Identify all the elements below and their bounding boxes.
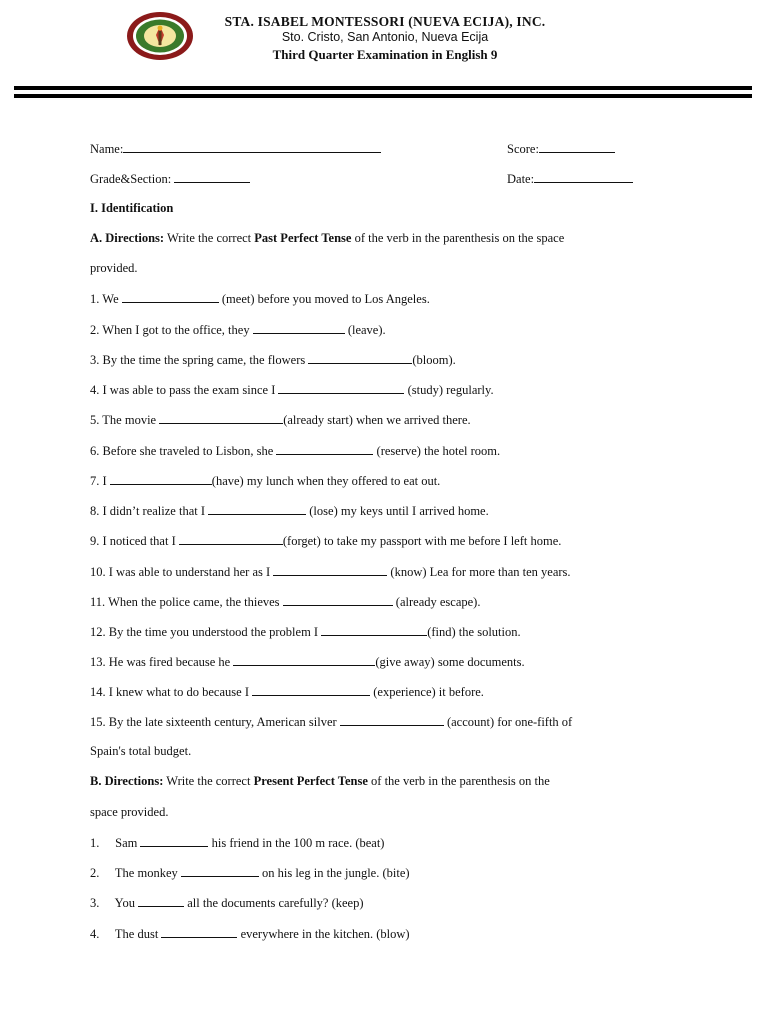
item-number: 15. — [90, 715, 106, 729]
item-number: 1. — [90, 836, 100, 850]
item-number: 6. — [90, 444, 100, 458]
item-text: (experience) it before. — [373, 685, 484, 699]
part-a-directions — [90, 231, 564, 246]
part-b-tense: Present Perfect Tense — [253, 774, 368, 788]
part-a-item — [90, 291, 430, 307]
answer-blank[interactable] — [308, 352, 412, 364]
item-number: 4. — [90, 383, 100, 397]
item-text: all the documents carefully? (keep) — [187, 896, 364, 910]
answer-blank[interactable] — [208, 503, 306, 515]
score-blank[interactable] — [539, 141, 615, 153]
date-field — [507, 171, 633, 187]
item-text: By the late sixteenth century, American silver — [108, 715, 337, 729]
answer-blank[interactable] — [161, 926, 237, 938]
answer-blank[interactable] — [233, 654, 375, 666]
part-a-item-continuation: Spain's total budget. — [90, 744, 192, 758]
part-a-directions-label: A. Directions: — [90, 231, 165, 245]
part-a-item — [90, 564, 571, 580]
item-number: 3. — [90, 353, 100, 367]
item-text: (have) my lunch when they offered to eat out. — [211, 474, 441, 488]
item-number: 7. — [90, 474, 100, 488]
answer-blank[interactable] — [252, 684, 370, 696]
item-text: By the time you understood the problem I — [108, 625, 319, 639]
item-text: By the time the spring came, the flowers — [102, 353, 306, 367]
score-label: Score: — [507, 142, 539, 156]
part-a-item — [90, 533, 561, 549]
item-text: (account) for one-fifth of — [446, 715, 573, 729]
item-number: 10. — [90, 565, 106, 579]
item-text: (already escape). — [395, 595, 481, 609]
part-a-item — [90, 654, 525, 670]
answer-blank[interactable] — [273, 564, 387, 576]
item-text: on his leg in the jungle. (bite) — [262, 866, 410, 880]
part-b-directions-text: Write the correct — [166, 774, 251, 788]
answer-blank[interactable] — [276, 443, 373, 455]
answer-blank[interactable] — [278, 382, 404, 394]
item-number: 14. — [90, 685, 106, 699]
header-divider-top — [14, 86, 752, 90]
item-text: The dust — [114, 927, 159, 941]
item-text: You — [114, 896, 135, 910]
item-text: Before she traveled to Lisbon, she — [102, 444, 274, 458]
item-text: I noticed that I — [102, 534, 176, 548]
name-label: Name: — [90, 142, 124, 156]
item-text: He was fired because he — [108, 655, 231, 669]
part-a-directions-text: Write the correct — [166, 231, 252, 245]
part-b-directions-label: B. Directions: — [90, 774, 164, 788]
answer-blank[interactable] — [159, 412, 283, 424]
item-text: (meet) before you moved to Los Angeles. — [221, 292, 430, 306]
part-a-item — [90, 594, 480, 610]
item-text: I was able to pass the exam since I — [102, 383, 276, 397]
date-blank[interactable] — [534, 171, 633, 183]
school-address: Sto. Cristo, San Antonio, Nueva Ecija — [281, 30, 489, 44]
item-number: 12. — [90, 625, 106, 639]
answer-blank[interactable] — [181, 865, 259, 877]
exam-title: Third Quarter Examination in English 9 — [272, 47, 498, 62]
part-a-item — [90, 684, 484, 700]
item-text: (forget) to take my passport with me before I left home. — [282, 534, 562, 548]
part-a-directions-text-2: of the verb in the parenthesis on the space — [354, 231, 565, 245]
part-a-tense: Past Perfect Tense — [254, 231, 352, 245]
item-text: (find) the solution. — [427, 625, 521, 639]
item-text: everywhere in the kitchen. (blow) — [240, 927, 410, 941]
item-text: We — [102, 292, 119, 306]
part-b-item — [90, 895, 364, 911]
answer-blank[interactable] — [321, 624, 427, 636]
item-number: 1. — [90, 292, 100, 306]
part-b-item — [90, 865, 410, 881]
item-number: 8. — [90, 504, 100, 518]
item-number: 5. — [90, 413, 100, 427]
answer-blank[interactable] — [138, 895, 184, 907]
part-a-item — [90, 352, 456, 368]
part-b-item — [90, 835, 384, 851]
item-text: I knew what to do because I — [108, 685, 249, 699]
answer-blank[interactable] — [140, 835, 208, 847]
item-text: The movie — [102, 413, 157, 427]
item-number: 11. — [90, 595, 106, 609]
answer-blank[interactable] — [340, 714, 444, 726]
header-divider-bottom — [14, 94, 752, 98]
item-text: (bloom). — [412, 353, 456, 367]
item-number: 4. — [90, 927, 100, 941]
item-text: I didn’t realize that I — [102, 504, 206, 518]
item-number: 9. — [90, 534, 100, 548]
part-a-item — [90, 503, 489, 519]
score-field — [507, 141, 615, 157]
part-b-directions-cont: space provided. — [90, 805, 169, 819]
part-a-item — [90, 322, 386, 338]
item-number: 13. — [90, 655, 106, 669]
part-a-item — [90, 714, 572, 730]
school-name: STA. ISABEL MONTESSORI (NUEVA ECIJA), INC. — [224, 14, 546, 29]
part-a-item — [90, 443, 500, 459]
item-text: I — [102, 474, 107, 488]
name-field — [90, 141, 381, 157]
answer-blank[interactable] — [122, 291, 219, 303]
answer-blank[interactable] — [110, 473, 212, 485]
part-a-item — [90, 624, 521, 640]
part-b-directions — [90, 774, 550, 789]
item-text: (give away) some documents. — [375, 655, 525, 669]
part-b-item — [90, 926, 410, 942]
section-title: I. Identification — [90, 201, 174, 215]
part-a-item — [90, 473, 440, 489]
item-text: (already start) when we arrived there. — [283, 413, 471, 427]
date-label: Date: — [507, 172, 535, 186]
answer-blank[interactable] — [179, 533, 283, 545]
item-number: 2. — [90, 323, 100, 337]
item-text: (leave). — [347, 323, 386, 337]
item-text: Sam — [115, 836, 138, 850]
grade-section-label: Grade&Section: — [90, 172, 172, 186]
item-text: (know) Lea for more than ten years. — [390, 565, 571, 579]
item-text: I was able to understand her as I — [108, 565, 271, 579]
item-text: When I got to the office, they — [102, 323, 250, 337]
item-text: (study) regularly. — [407, 383, 494, 397]
grade-section-field — [90, 171, 250, 187]
part-a-directions-cont: provided. — [90, 261, 138, 275]
item-number: 2. — [90, 866, 100, 880]
part-b-directions-text-2: of the verb in the parenthesis on the — [371, 774, 550, 788]
item-text: The monkey — [114, 866, 178, 880]
part-a-item — [90, 382, 494, 398]
item-text: When the police came, the thieves — [108, 595, 280, 609]
answer-blank[interactable] — [283, 594, 393, 606]
answer-blank[interactable] — [253, 322, 345, 334]
part-a-item — [90, 412, 471, 428]
grade-section-blank[interactable] — [174, 171, 250, 183]
item-number: 3. — [90, 896, 100, 910]
item-text: (reserve) the hotel room. — [376, 444, 501, 458]
item-text: his friend in the 100 m race. (beat) — [211, 836, 385, 850]
item-text: (lose) my keys until I arrived home. — [309, 504, 489, 518]
name-blank[interactable] — [123, 141, 381, 153]
